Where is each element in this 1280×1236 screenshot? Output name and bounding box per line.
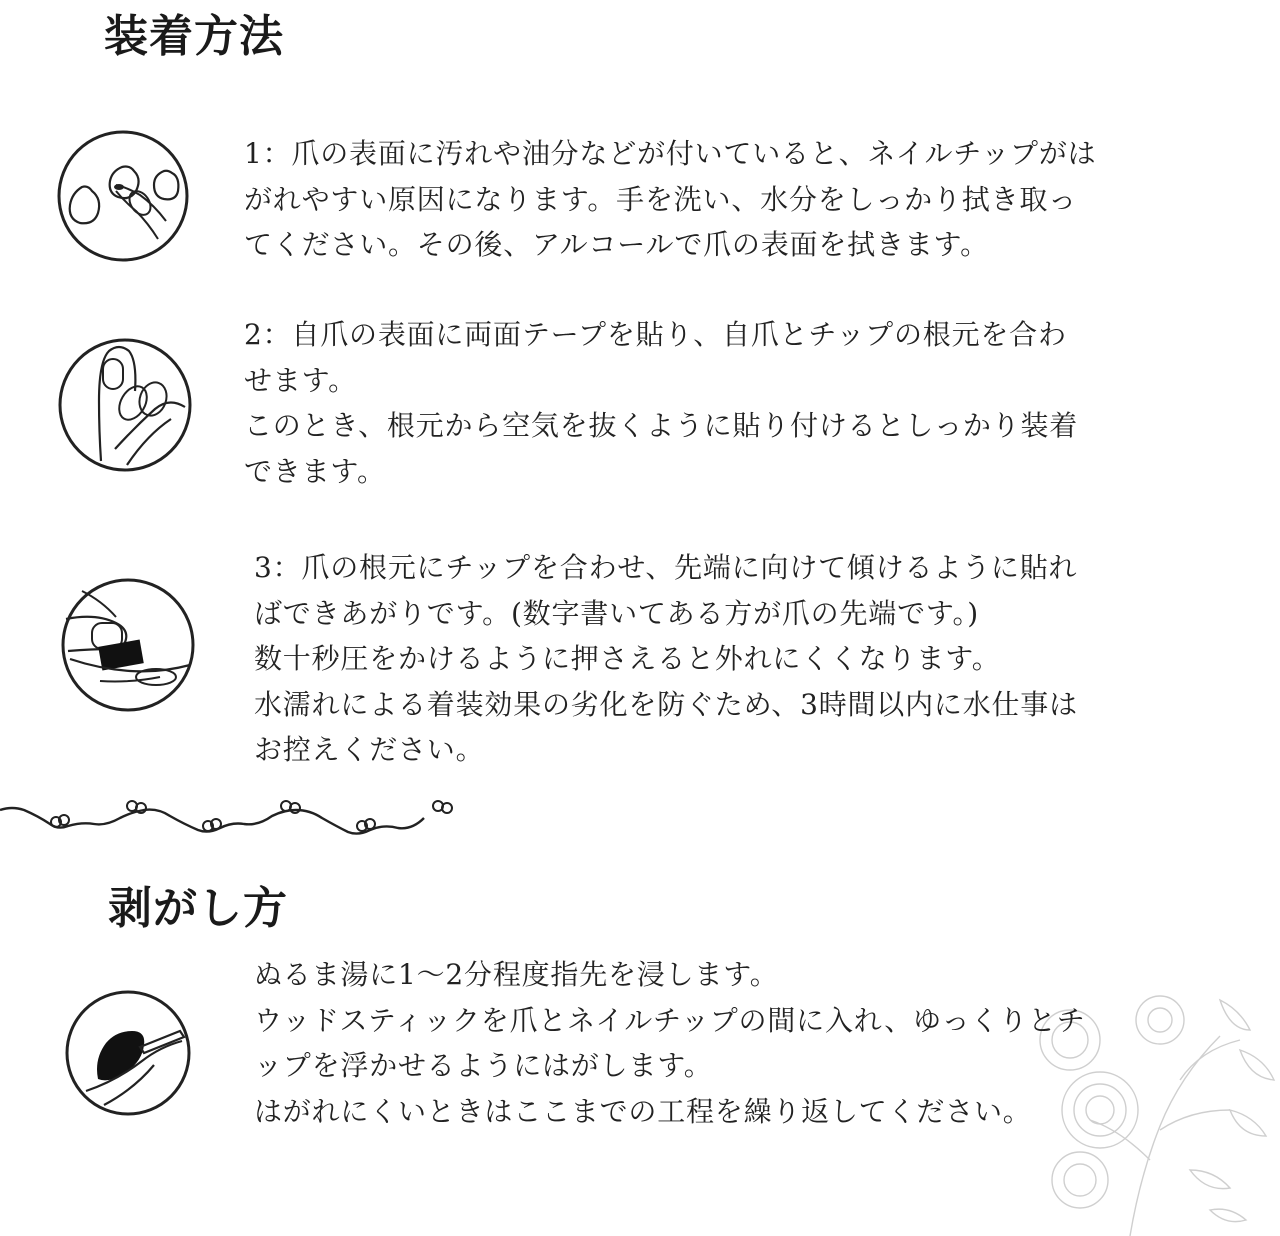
install-step-2 <box>244 312 1204 494</box>
install-step-3 <box>254 545 1204 773</box>
step-1-line: がれやすい原因になります。手を洗い、水分をしっかり拭き取っ <box>244 182 1077 216</box>
step-2-line: このとき、根元から空気を抜くように貼り付けるとしっかり装着 <box>244 409 1079 442</box>
wood-stick-icon <box>64 989 192 1117</box>
step-3-line: ばできあがりです。(数字書いてある方が爪の先端です。) <box>254 596 979 630</box>
remove-line: はがれにくいときはここまでの工程を繰り返してください。 <box>254 1094 1032 1128</box>
step-1-line: てください。その後、アルコールで爪の表面を拭きます。 <box>244 228 989 261</box>
step-2-line: 2：自爪の表面に両面テープを貼り、自爪とチップの根元を合わ <box>244 318 1067 351</box>
step-3-line: 3：爪の根元にチップを合わせ、先端に向けて傾けるように貼れ <box>254 551 1078 584</box>
step-1-line: 1：爪の表面に汚れや油分などが付いていると、ネイルチップがは <box>244 137 1097 170</box>
step-3-line: お控えください。 <box>254 733 485 766</box>
step-3-line: 水濡れによる着装効果の劣化を防ぐため、3時間以内に水仕事は <box>254 687 1078 721</box>
nail-apply-icon <box>57 337 193 473</box>
step-2-line: できます。 <box>244 454 386 488</box>
nail-shapes-icon <box>56 129 190 263</box>
remove-line: ップを浮かせるようにはがします。 <box>254 1049 713 1082</box>
remove-line: ぬるま湯に1～2分程度指先を浸します。 <box>254 958 779 991</box>
step-3-line: 数十秒圧をかけるように押さえると外れにくくなります。 <box>254 642 1001 675</box>
vine-divider <box>0 796 470 844</box>
remove-line: ウッドスティックを爪とネイルチップの間に入れ、ゆっくりとチ <box>254 1003 1086 1037</box>
remove-instructions <box>254 952 1204 1134</box>
install-step-1 <box>244 131 1204 268</box>
install-title: 装着方法 <box>104 11 284 62</box>
fingertip-press-icon <box>60 577 196 713</box>
step-2-line: せます。 <box>244 363 357 397</box>
remove-title: 剥がし方 <box>108 883 288 934</box>
